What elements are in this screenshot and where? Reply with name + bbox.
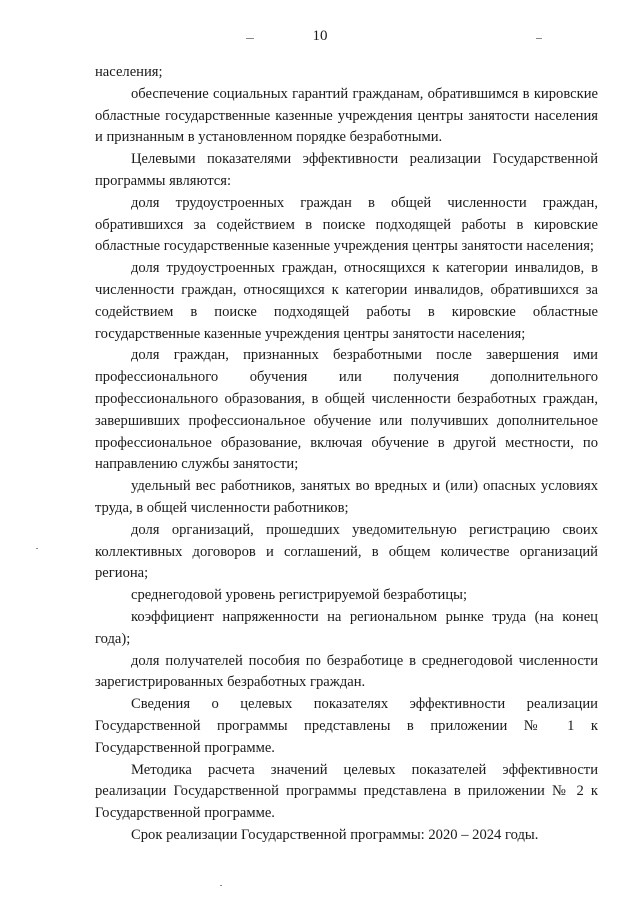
paragraph-program-term: Срок реализации Государственной программы: 2020 – 2024 годы. [131, 826, 539, 843]
paragraph-indicator-tension-coefficient: коэффициент напряженности на региональном рынке труда (на конец года); [95, 608, 598, 647]
scan-speck [536, 38, 542, 39]
scan-speck [36, 548, 38, 549]
scan-speck [220, 885, 222, 886]
document-body [95, 62, 598, 847]
paragraph-indicator-employed-share: доля трудоустроенных граждан в общей численности граждан, обратившихся за содействием в поиске подходящей работы в кировские областные государственные казенные учреждения центры занятости населения; [95, 194, 598, 255]
paragraph-indicator-unemployment-level: среднегодовой уровень регистрируемой безработицы; [131, 587, 468, 604]
paragraph-indicator-benefit-recipients: доля получателей пособия по безработице в среднегодовой численности зарегистрированных безработных граждан. [95, 652, 598, 691]
paragraph-appendix-2: Методика расчета значений целевых показателей эффективности реализации Государственной программы представлена в приложении № 2 к Государственной программе. [95, 761, 598, 822]
paragraph-indicator-disabled-employed: доля трудоустроенных граждан, относящихся к категории инвалидов, в численности граждан, относящихся к категории инвалидов, обратившихся за содействием в поиске подходящей работы в кировские областные государственные казенные учреждения центры занятости населения; [95, 260, 598, 342]
paragraph-indicator-after-training: доля граждан, признанных безработными после завершения ими профессионального обучения или получения дополнительного профессионального образования, в общей численности безработных граждан, завершивших профессиональное обучение или получивших дополнительное профессиональное образование, включая обучение в другой местности, по направлению службы занятости; [95, 347, 598, 473]
paragraph-indicator-hazardous-conditions: удельный вес работников, занятых во вредных и (или) опасных условиях труда, в общей численности работников; [95, 478, 598, 516]
paragraph-target-indicators-intro: Целевыми показателями эффективности реализации Государственной программы являются: [95, 151, 598, 189]
scan-speck [246, 38, 254, 39]
paragraph-indicator-collective-agreements: доля организаций, прошедших уведомительную регистрацию своих коллективных договоров и соглашений, в общем количестве организаций региона; [95, 521, 598, 582]
page-number: 10 [312, 28, 328, 44]
paragraph-continuation: населения; [95, 64, 163, 80]
paragraph-social-guarantees: обеспечение социальных гарантий гражданам, обратившимся в кировские областные государственные казенные учреждения центры занятости населения и признанным в установленном порядке безработными. [95, 85, 598, 146]
paragraph-appendix-1: Сведения о целевых показателях эффективности реализации Государственной программы представлены в приложении № 1 к Государственной программе. [95, 696, 598, 756]
